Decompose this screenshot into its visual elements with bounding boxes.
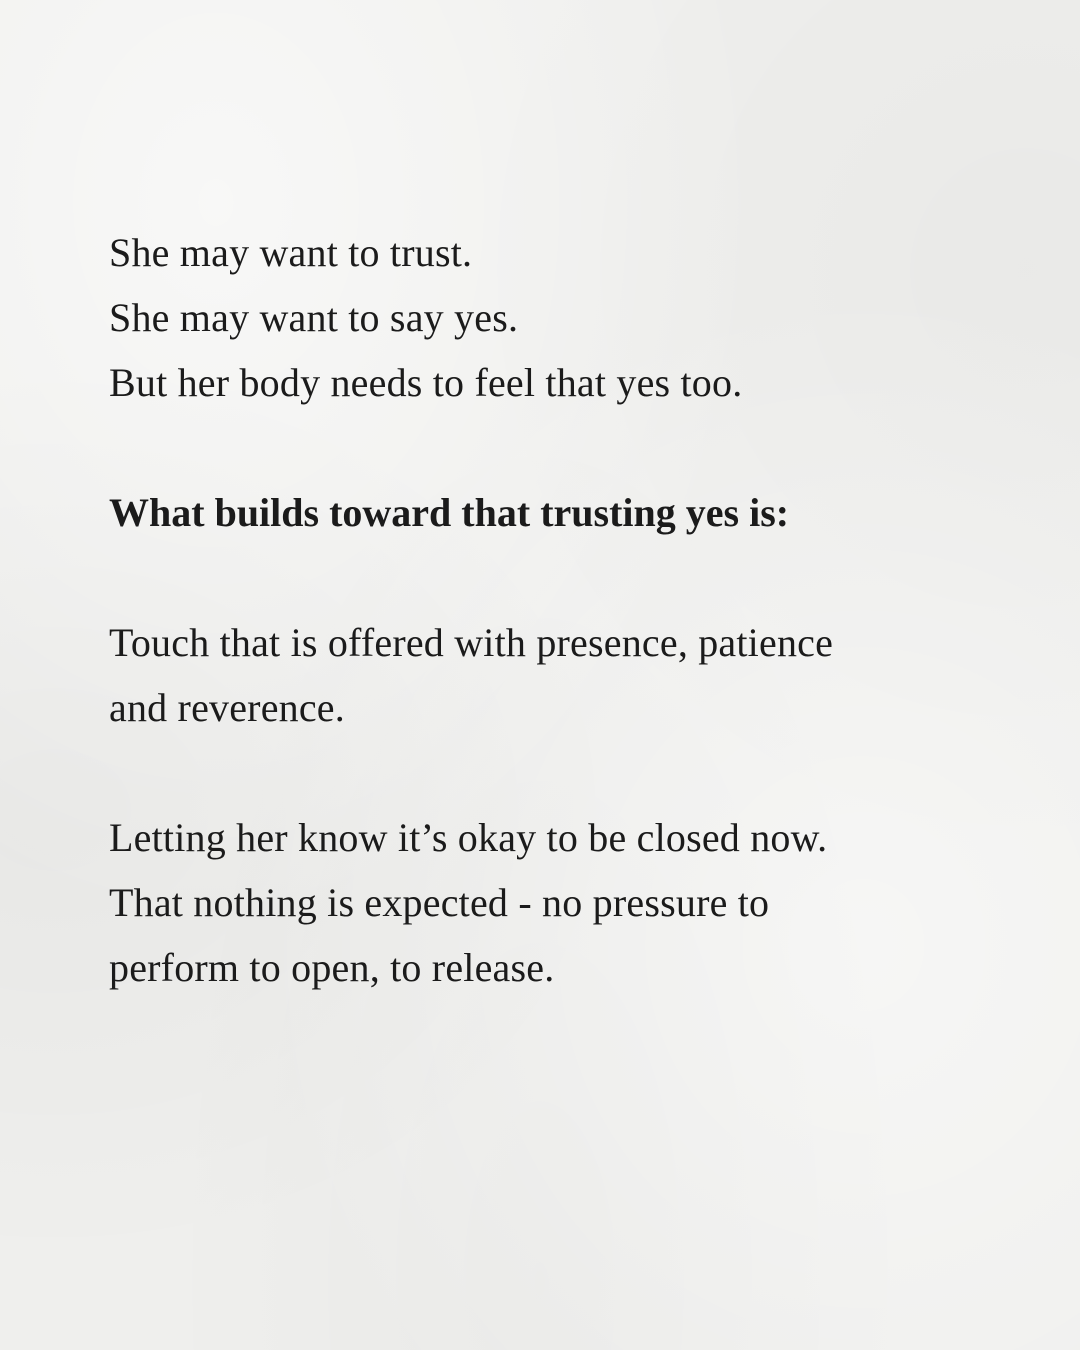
text-line: That nothing is expected - no pressure to bbox=[109, 880, 770, 925]
text-line: But her body needs to feel that yes too. bbox=[109, 360, 743, 405]
text-line: She may want to trust. bbox=[109, 230, 473, 275]
text-line: and reverence. bbox=[109, 685, 345, 730]
paragraph-heading bbox=[109, 480, 989, 545]
text-line: Letting her know it’s okay to be closed now. bbox=[109, 815, 828, 860]
paragraph-intro bbox=[109, 220, 989, 415]
text-line: perform to open, to release. bbox=[109, 945, 555, 990]
text-line: Touch that is offered with presence, patience bbox=[109, 620, 834, 665]
paragraph-letting bbox=[109, 805, 989, 1000]
paragraph-touch bbox=[109, 610, 989, 740]
text-line: She may want to say yes. bbox=[109, 295, 519, 340]
heading-line: What builds toward that trusting yes is: bbox=[109, 490, 790, 535]
text-block bbox=[109, 220, 989, 1000]
